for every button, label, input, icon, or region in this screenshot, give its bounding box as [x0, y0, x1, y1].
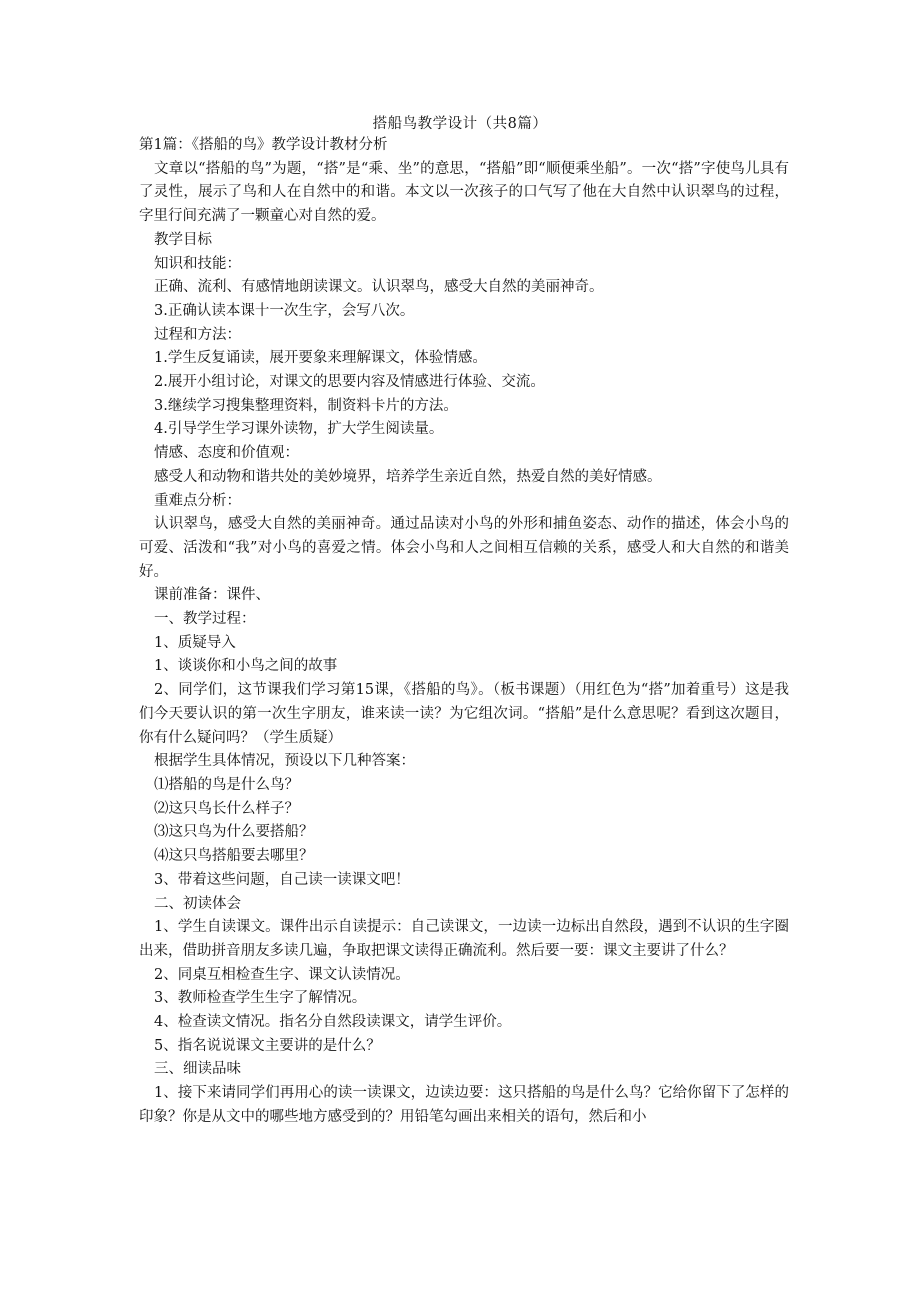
paragraph: 2、同桌互相检查生字、课文认读情况。 [154, 966, 410, 983]
paragraph: 正确、流利、有感情地朗读课文。认识翠鸟，感受大自然的美丽神奇。 [154, 279, 604, 296]
document-title: 搭船鸟教学设计（共8篇） [372, 116, 548, 132]
paragraph: 1.学生反复诵读，展开要象来理解课文，体验情感。 [154, 350, 487, 367]
paragraph: 4、检查读文情况。指名分自然段读课文，请学生评价。 [154, 1014, 512, 1031]
paragraph: 情感、态度和价值观： [154, 445, 299, 462]
paragraph: 2、同学们，这节课我们学习第15课，《搭船的鸟》。（板书课题）（用红色为“搭”加着重号）这是我们今天要认识的第一次生字朋友，谁来读一读？为它组次词。“搭船”是什么意思呢？看到这次题目，你有什么疑问吗？（学生质疑） [139, 682, 789, 746]
paragraph: 课前准备：课件、 [154, 587, 270, 604]
paragraph: ⑴搭船的鸟是什么鸟？ [154, 776, 299, 793]
paragraph: 2.展开小组讨论，对课文的思要内容及情感进行体验、交流。 [154, 374, 545, 391]
paragraph: ⑷这只鸟搭船要去哪里？ [154, 848, 314, 865]
paragraph: 三、细读品味 [154, 1061, 241, 1078]
paragraph: 一、教学过程： [154, 611, 256, 628]
paragraph: 认识翠鸟，感受大自然的美丽神奇。通过品读对小鸟的外形和捕鱼姿态、动作的描述，体会小鸟的可爱、活泼和“我”对小鸟的喜爱之情。体会小鸟和人之间相互信赖的关系，感受人和大自然的和谐美好。 [139, 516, 789, 580]
document-body [139, 134, 789, 1130]
paragraph: ⑶这只鸟为什么要搭船？ [154, 824, 314, 841]
paragraph: 1、接下来请同学们再用心的读一读课文，边读边要：这只搭船的鸟是什么鸟？它给你留下了怎样的印象？你是从文中的哪些地方感受到的？用铅笔勾画出来相关的语句，然后和小 [139, 1085, 789, 1125]
paragraph: 3、带着这些问题，自己读一读课文吧！ [154, 871, 410, 888]
paragraph: 知识和技能： [154, 255, 241, 272]
paragraph: 1、质疑导入 [154, 634, 236, 651]
paragraph: 重难点分析： [154, 492, 241, 509]
paragraph: 感受人和动物和谐共处的美妙境界，培养学生亲近自然，热爱自然的美好情感。 [154, 468, 662, 485]
paragraph: 二、初读体会 [154, 895, 241, 912]
paragraph: 3.继续学习搜集整理资料，制资料卡片的方法。 [154, 397, 458, 414]
paragraph: 过程和方法： [154, 326, 241, 343]
paragraph: ⑵这只鸟长什么样子？ [154, 800, 299, 817]
paragraph: 3、教师检查学生生字了解情况。 [154, 990, 367, 1007]
paragraph: 文章以“搭船的鸟”为题，“搭”是“乘、坐”的意思，“搭船”即“顺便乘坐船”。一次“搭”字使鸟儿具有了灵性，展示了鸟和人在自然中的和谐。本文以一次孩子的口气写了他在大自然中认识翠鸟的过程，字里行间充满了一颗童心对自然的爱。 [139, 160, 789, 225]
paragraph: 5、指名说说课文主要讲的是什么？ [154, 1037, 381, 1054]
paragraph: 1、学生自读课文。课件出示自读提示：自己读课文，一边读一边标出自然段，遇到不认识的生字圈出来，借助拼音朋友多读几遍，争取把课文读得正确流利。然后要一要：课文主要讲了什么？ [139, 919, 789, 959]
paragraph: 第1篇：《搭船的鸟》教学设计教材分析 [139, 137, 388, 153]
paragraph: 4.引导学生学习课外读物，扩大学生阅读量。 [154, 421, 444, 438]
paragraph: 1、谈谈你和小鸟之间的故事 [154, 658, 338, 675]
paragraph: 根据学生具体情况，预设以下几种答案： [154, 753, 415, 770]
paragraph: 教学目标 [154, 231, 212, 248]
paragraph: 3.正确认读本课十一次生字，会写八次。 [154, 302, 415, 319]
